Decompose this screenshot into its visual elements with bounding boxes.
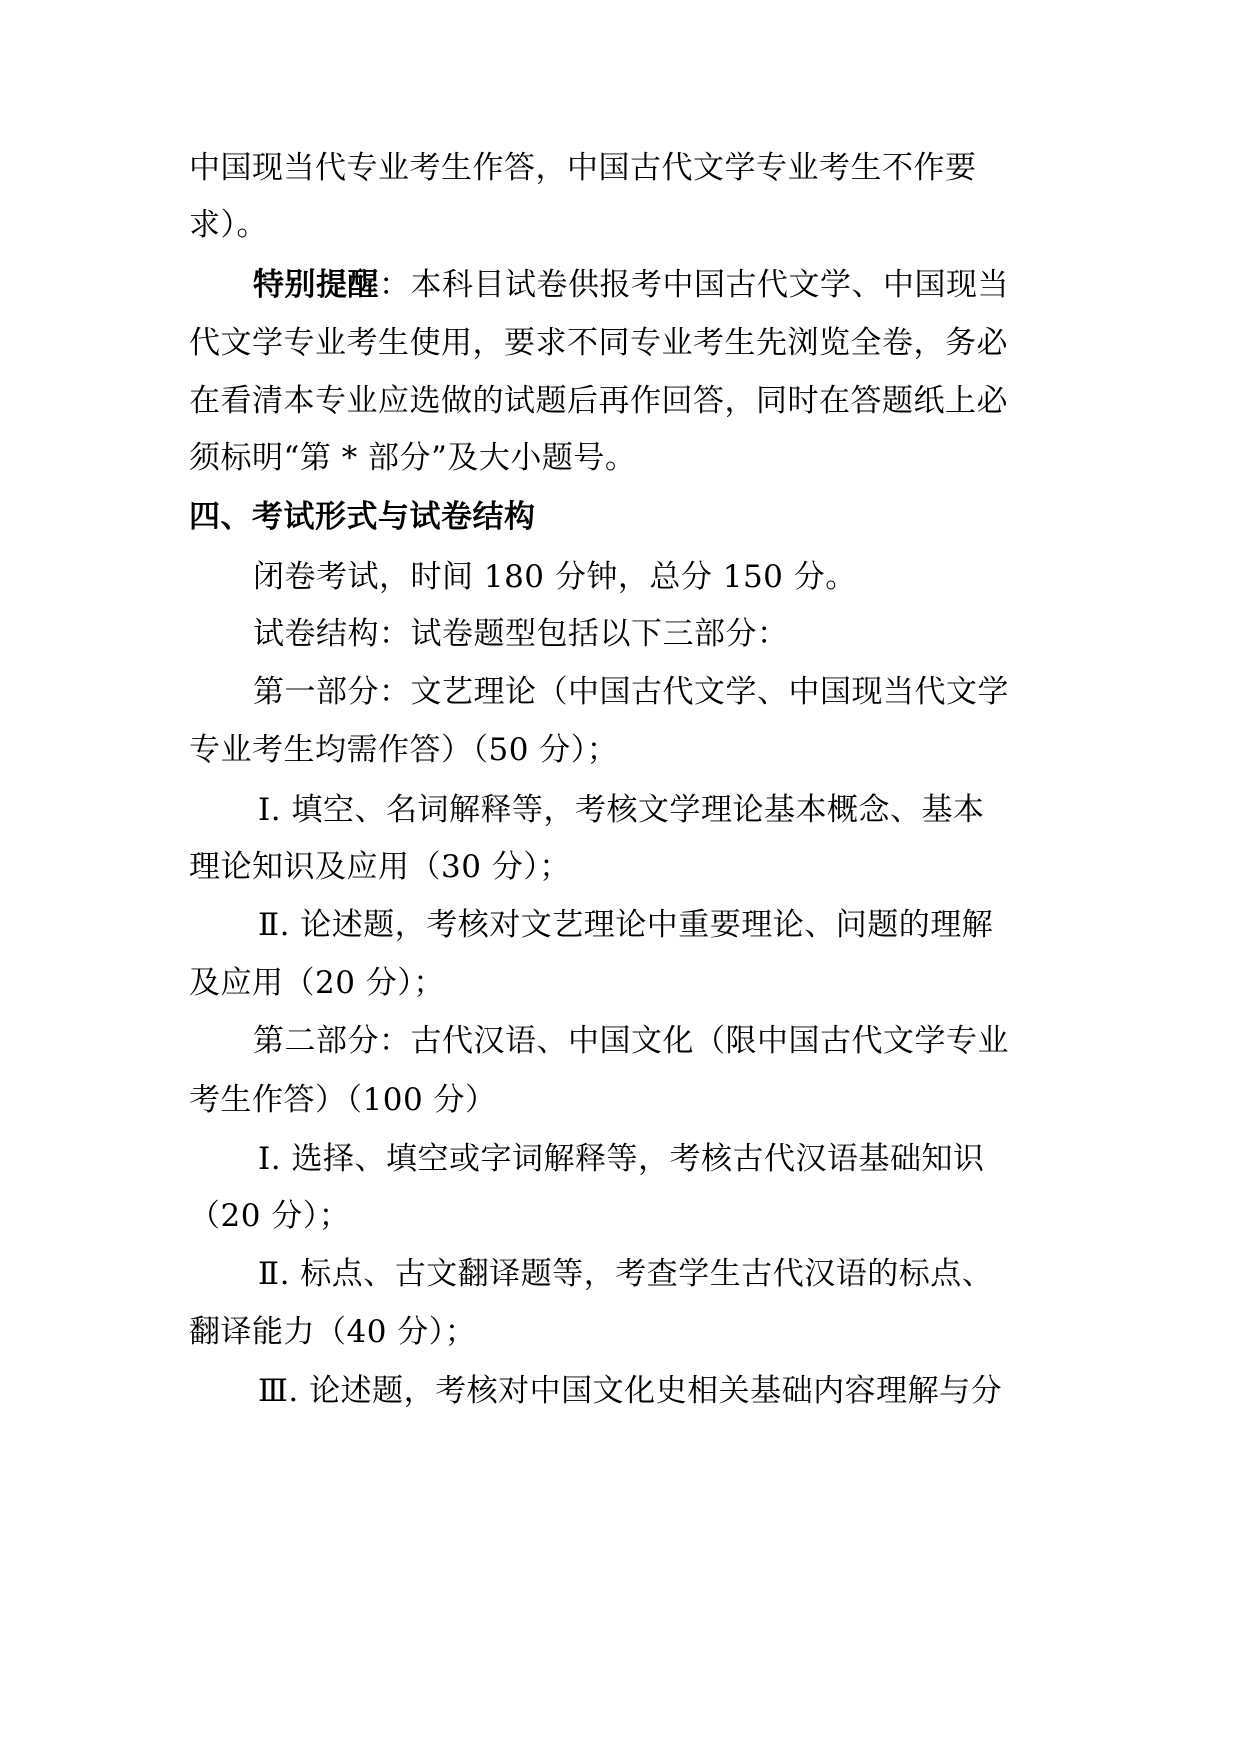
list-item: Ⅲ. 论述题，考核对中国文化史相关基础内容理解与分 (258, 1373, 1003, 1409)
paragraph-line: 及应用（20 分）； (189, 965, 445, 1001)
section-heading: 四、考试形式与试卷结构 (189, 499, 536, 535)
list-item: Ⅰ. 填空、名词解释等，考核文学理论基本概念、基本 (258, 792, 985, 828)
special-reminder-label: 特别提醒 (253, 267, 379, 303)
paragraph-line: 闭卷考试，时间 180 分钟，总分 150 分。 (253, 559, 857, 595)
paragraph-line: 专业考生均需作答）（50 分）； (189, 732, 619, 768)
paragraph-line: 在看清本专业应选做的试题后再作回答，同时在答题纸上必 (189, 383, 1008, 419)
paragraph-line: 理论知识及应用（30 分）； (189, 849, 571, 885)
paragraph-line: 翻译能力（40 分）； (189, 1314, 477, 1350)
list-item: Ⅰ. 选择、填空或字词解释等，考核古代汉语基础知识 (258, 1141, 985, 1177)
paragraph-line: 须标明“第 * 部分”及大小题号。 (189, 440, 637, 476)
paragraph-line: 考生作答）（100 分） (189, 1082, 497, 1118)
paragraph-text: ：本科目试卷供报考中国古代文学、中国现当 (379, 267, 1009, 303)
paragraph-line: 试卷结构：试卷题型包括以下三部分： (253, 616, 789, 652)
paragraph-line: 中国现当代专业考生作答，中国古代文学专业考生不作要 (189, 150, 977, 186)
paragraph-line: 求）。 (189, 207, 268, 243)
special-reminder-paragraph (253, 265, 1113, 305)
part-two-title: 第二部分：古代汉语、中国文化（限中国古代文学专业 (253, 1023, 1009, 1059)
list-item: Ⅱ. 论述题，考核对文艺理论中重要理论、问题的理解 (258, 907, 994, 943)
part-one-title: 第一部分：文艺理论（中国古代文学、中国现当代文学 (253, 674, 1009, 710)
paragraph-line: 代文学专业考生使用，要求不同专业考生先浏览全卷，务必 (189, 325, 1008, 361)
paragraph-line: （20 分）； (189, 1198, 351, 1234)
list-item: Ⅱ. 标点、古文翻译题等，考查学生古代汉语的标点、 (258, 1256, 994, 1292)
